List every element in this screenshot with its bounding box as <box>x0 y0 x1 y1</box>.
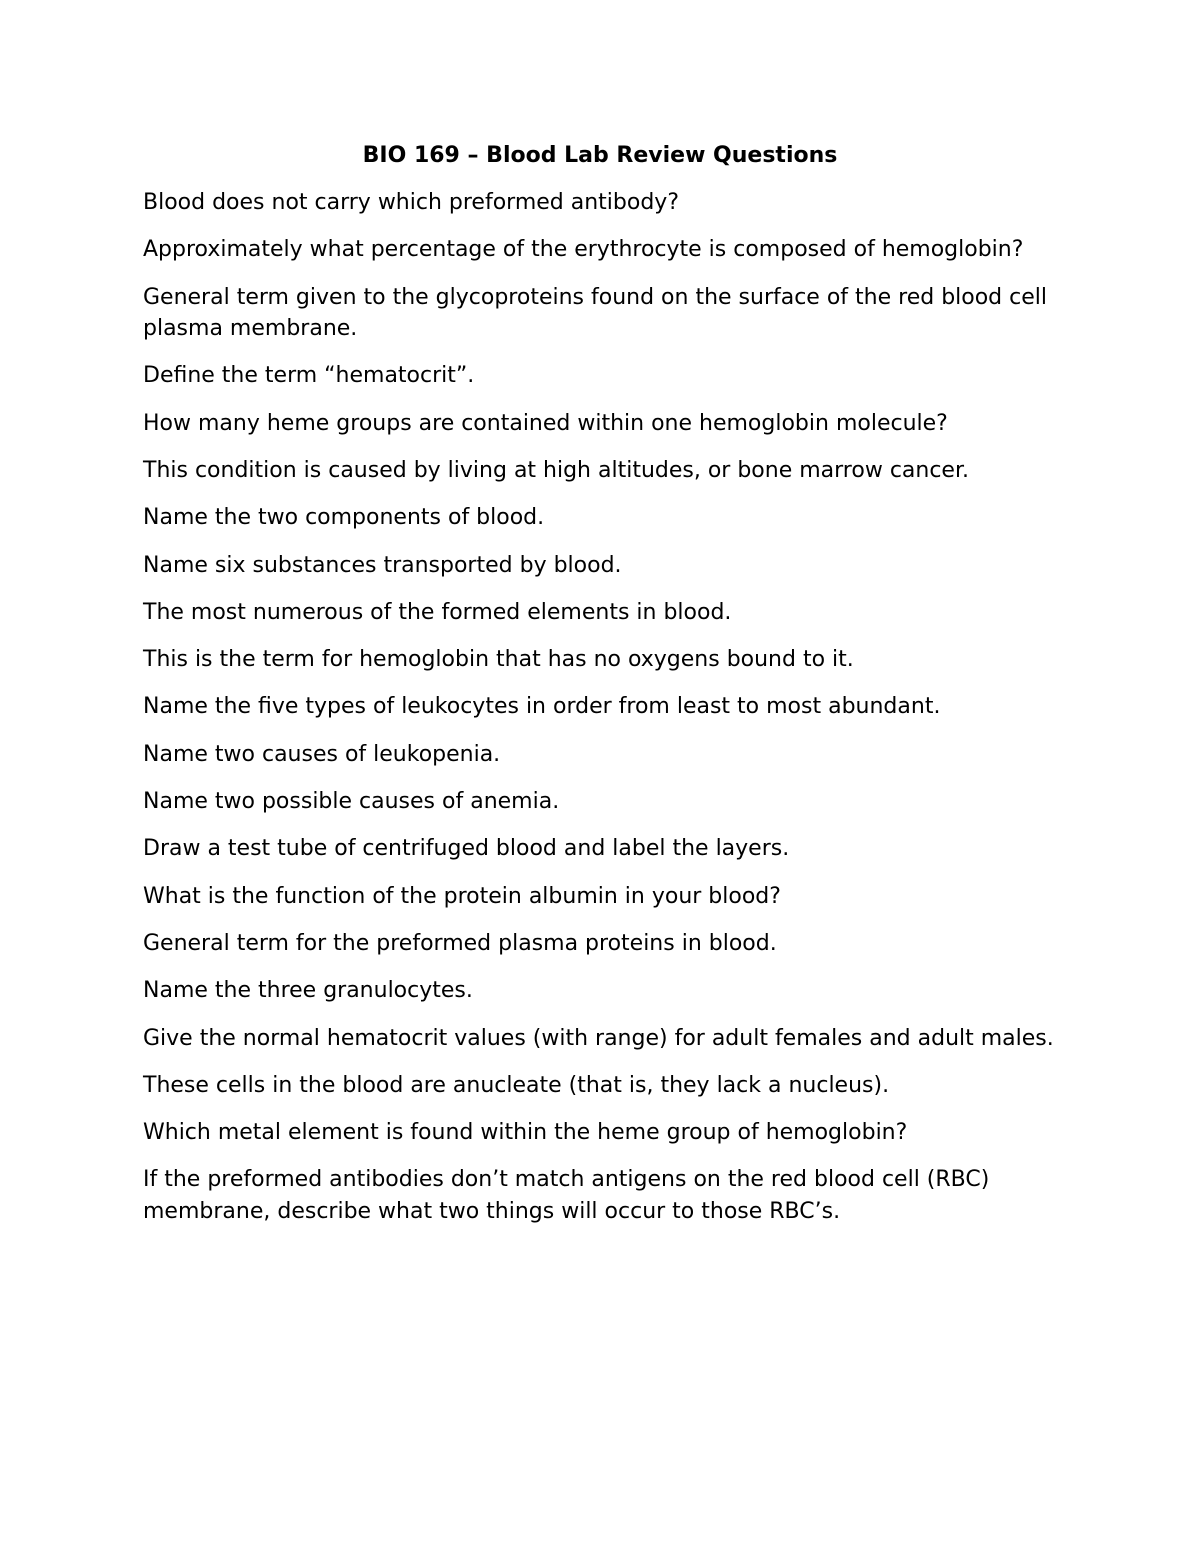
question-item: Define the term “hematocrit”. <box>143 363 475 389</box>
question-item: Draw a test tube of centrifuged blood and label the layers. <box>143 836 790 862</box>
question-item: Give the normal hematocrit values (with range) for adult females and adult males. <box>143 1025 1054 1051</box>
question-item: The most numerous of the formed elements in blood. <box>143 599 732 625</box>
question-item: Name six substances transported by blood. <box>143 552 622 578</box>
question-item: Name two causes of leukopenia. <box>143 741 501 767</box>
question-item: Blood does not carry which preformed antibody? <box>143 190 679 215</box>
question-item: Which metal element is found within the heme group of hemoglobin? <box>143 1120 908 1146</box>
question-item: Name the five types of leukocytes in order from least to most abundant. <box>143 694 941 720</box>
question-item: Name the three granulocytes. <box>143 978 473 1004</box>
question-item: How many heme groups are contained within one hemoglobin molecule? <box>143 410 948 436</box>
question-item: Name the two components of blood. <box>143 505 545 531</box>
page-title: BIO 169 – Blood Lab Review Questions <box>362 143 838 168</box>
question-item: This is the term for hemoglobin that has no oxygens bound to it. <box>143 647 854 673</box>
question-item: Approximately what percentage of the erythrocyte is composed of hemoglobin? <box>143 237 1024 263</box>
question-item: Name two possible causes of anemia. <box>143 789 560 815</box>
question-item: What is the function of the protein albumin in your blood? <box>143 883 781 909</box>
question-item: General term for the preformed plasma proteins in blood. <box>143 930 777 956</box>
question-list <box>143 187 1063 1243</box>
question-item: These cells in the blood are anucleate (that is, they lack a nucleus). <box>143 1072 890 1098</box>
question-item: If the preformed antibodies don’t match antigens on the red blood cell (RBC) membrane, describe what two things will occur to those RBC’s. <box>143 1167 990 1224</box>
question-item: This condition is caused by living at high altitudes, or bone marrow cancer. <box>143 457 969 483</box>
question-item: General term given to the glycoproteins found on the surface of the red blood cell plasma membrane. <box>143 284 1047 342</box>
